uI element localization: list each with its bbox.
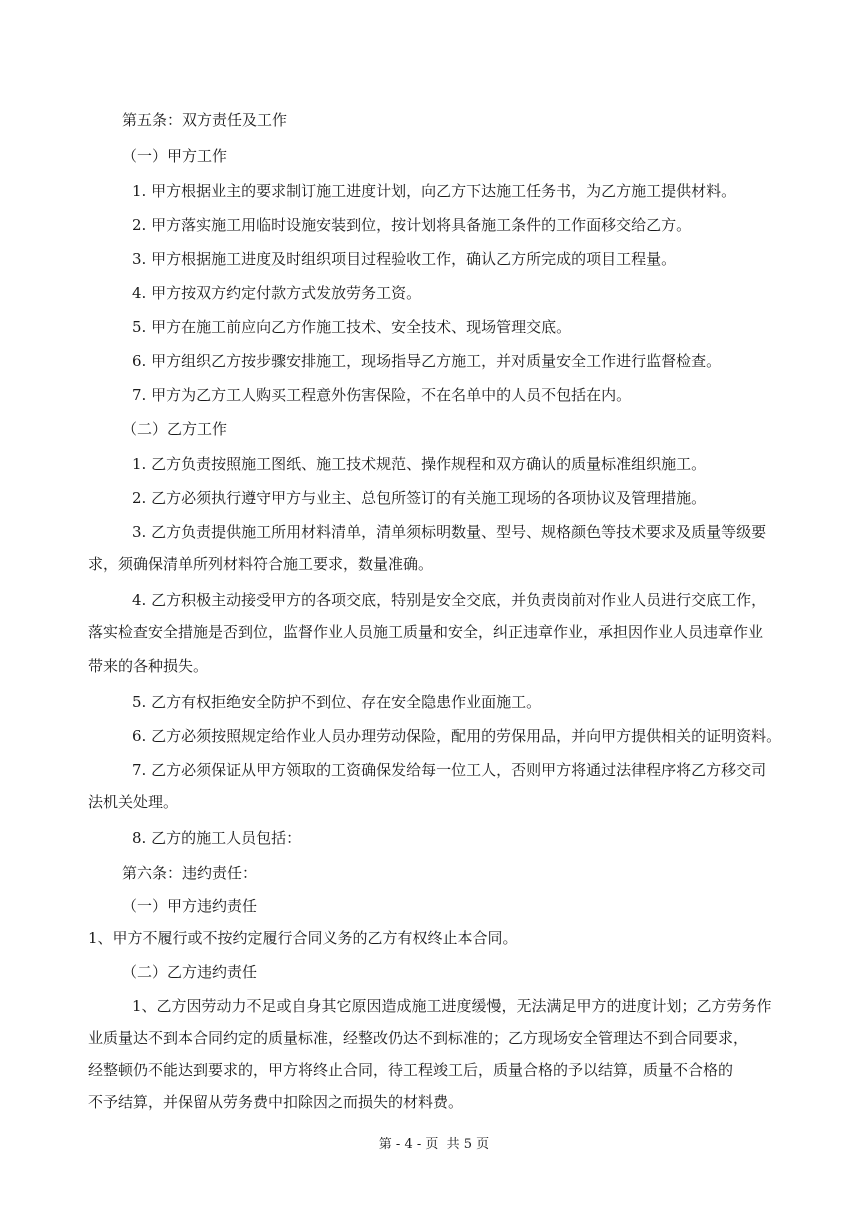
paragraph-line: 业质量达不到本合同约定的质量标准，经整改仍达不到标准的；乙方现场安全管理达不到合同要求， — [88, 1029, 749, 1047]
section-party-b-heading: （二）乙方工作 — [122, 420, 228, 438]
paragraph-line: 不予结算，并保留从劳务费中扣除因之而损失的材料费。 — [88, 1093, 464, 1111]
paragraph-line: 经整顿仍不能达到要求的，甲方将终止合同，待工程竣工后，质量合格的予以结算，质量不合格的 — [88, 1061, 734, 1079]
paragraph-line: 带来的各种损失。 — [88, 657, 209, 675]
section-party-a-liability-heading: （一）甲方违约责任 — [122, 897, 258, 915]
paragraph-line: 3. 甲方根据施工进度及时组织项目过程验收工作，确认乙方所完成的项目工程量。 — [132, 250, 677, 268]
section-party-b-liability-heading: （二）乙方违约责任 — [122, 963, 258, 981]
paragraph-line: 2. 甲方落实施工用临时设施安装到位，按计划将具备施工条件的工作面移交给乙方。 — [132, 216, 692, 234]
paragraph-line: 求，须确保清单所列材料符合施工要求，数量准确。 — [88, 555, 434, 573]
paragraph-line: 8. 乙方的施工人员包括： — [132, 829, 302, 847]
paragraph-line: 4. 甲方按双方约定付款方式发放劳务工资。 — [132, 284, 422, 302]
paragraph-line: 2. 乙方必须执行遵守甲方与业主、总包所签订的有关施工现场的各项协议及管理措施。 — [132, 489, 707, 507]
page-number-footer: 第 - 4 - 页 共 5 页 — [378, 1137, 490, 1152]
paragraph-line: 7. 甲方为乙方工人购买工程意外伤害保险，不在名单中的人员不包括在内。 — [132, 386, 632, 404]
paragraph-line: 4. 乙方积极主动接受甲方的各项交底，特别是安全交底，并负责岗前对作业人员进行交底工作， — [132, 591, 767, 609]
paragraph-line: 6. 甲方组织乙方按步骤安排施工，现场指导乙方施工，并对质量安全工作进行监督检查。 — [132, 352, 722, 370]
paragraph-line: 1、乙方因劳动力不足或自身其它原因造成施工进度缓慢，无法满足甲方的进度计划；乙方劳务作 — [132, 997, 772, 1015]
paragraph-line: 3. 乙方负责提供施工所用材料清单，清单须标明数量、型号、规格颜色等技术要求及质量等级要 — [132, 523, 767, 541]
paragraph-line: 1. 乙方负责按照施工图纸、施工技术规范、操作规程和双方确认的质量标准组织施工。 — [132, 455, 707, 473]
paragraph-line: 5. 甲方在施工前应向乙方作施工技术、安全技术、现场管理交底。 — [132, 318, 572, 336]
paragraph-line: 6. 乙方必须按照规定给作业人员办理劳动保险，配用的劳保用品，并向甲方提供相关的证明资料。 — [132, 727, 782, 745]
article-6-heading: 第六条：违约责任： — [122, 864, 258, 882]
article-5-heading: 第五条：双方责任及工作 — [122, 111, 288, 129]
paragraph-line: 1. 甲方根据业主的要求制订施工进度计划，向乙方下达施工任务书，为乙方施工提供材料。 — [132, 182, 737, 200]
paragraph-line: 5. 乙方有权拒绝安全防护不到位、存在安全隐患作业面施工。 — [132, 693, 542, 711]
paragraph-line: 法机关处理。 — [88, 793, 179, 811]
paragraph-line: 1、甲方不履行或不按约定履行合同义务的乙方有权终止本合同。 — [88, 929, 518, 947]
paragraph-line: 落实检查安全措施是否到位，监督作业人员施工质量和安全，纠正违章作业，承担因作业人员违章作业 — [88, 623, 764, 641]
section-party-a-heading: （一）甲方工作 — [122, 147, 228, 165]
paragraph-line: 7. 乙方必须保证从甲方领取的工资确保发给每一位工人，否则甲方将通过法律程序将乙方移交司 — [132, 761, 767, 779]
